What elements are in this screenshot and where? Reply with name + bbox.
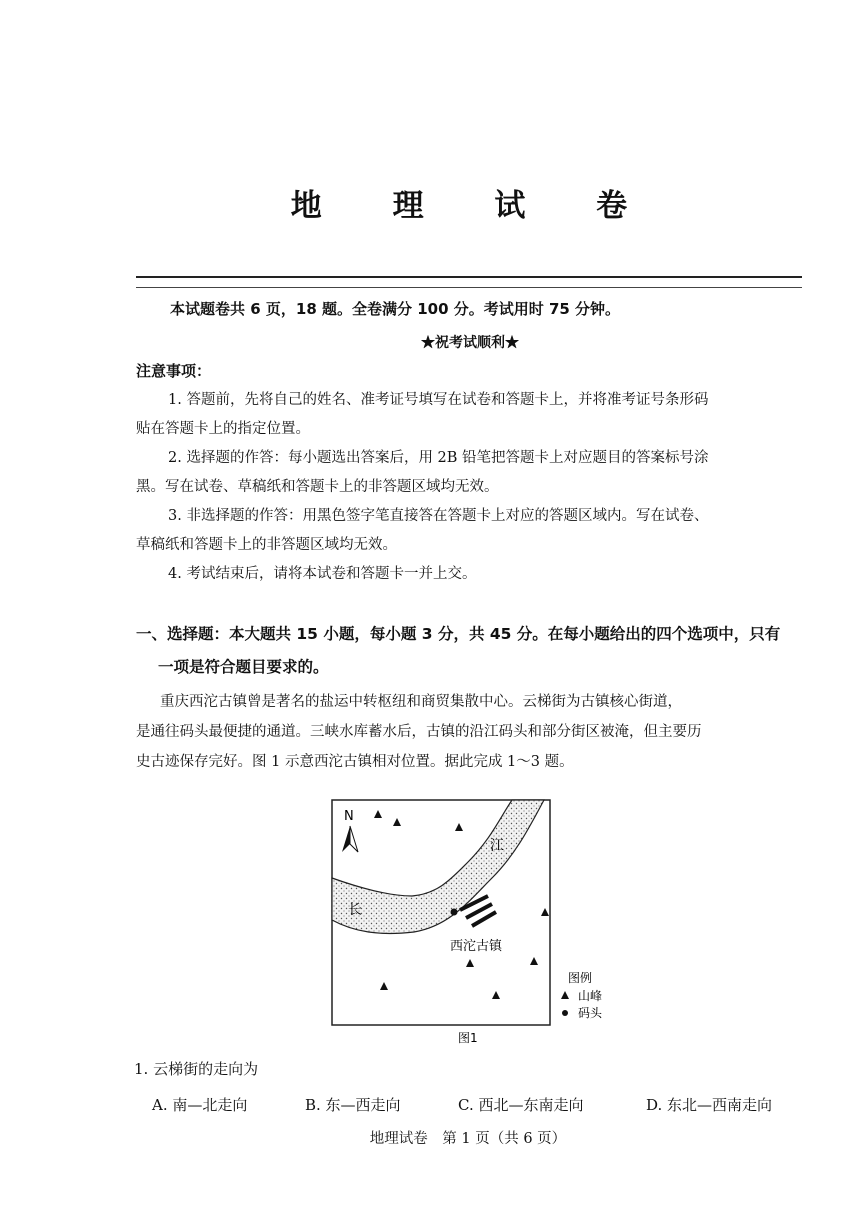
section-1-line-1: 一、选择题：本大题共 15 小题，每小题 3 分，共 45 分。在每小题给出的四个选项中，只有 [136, 625, 781, 643]
question-1-option-c: C. 西北—东南走向 [458, 1096, 584, 1114]
section-1-line-2: 一项是符合题目要求的。 [158, 658, 329, 676]
question-1-option-b: B. 东—西走向 [305, 1096, 401, 1114]
exam-summary: 本试题卷共 6 页，18 题。全卷满分 100 分。考试用时 75 分钟。 [170, 300, 621, 318]
town-label: 西沱古镇 [450, 939, 503, 954]
figure-caption: 图1 [458, 1031, 478, 1045]
header-rule-thick [136, 276, 802, 278]
question-1-option-a: A. 南—北走向 [152, 1096, 248, 1114]
notice-heading: 注意事项： [136, 362, 212, 380]
page-footer: 地理试卷 第 1 页（共 6 页） [369, 1131, 567, 1147]
question-1-stem: 1. 云梯街的走向为 [134, 1060, 259, 1078]
notice-item-3-line-1: 3. 非选择题的作答：用黑色签字笔直接答在答题卡上对应的答题区域内。写在试卷、 [168, 508, 709, 524]
legend-dock-icon [562, 1010, 568, 1016]
notice-item-4-line-1: 4. 考试结束后，请将本试卷和答题卡一并上交。 [168, 566, 477, 582]
river-char-chang: 长 [348, 902, 362, 918]
passage-line-3: 史古迹保存完好。图 1 示意西沱古镇相对位置。据此完成 1～3 题。 [136, 754, 574, 770]
good-luck-line: ★祝考试顺利★ [421, 335, 519, 351]
legend-dock-label: 码头 [578, 1006, 603, 1020]
section-1-heading [136, 618, 808, 684]
river-char-jiang: 江 [490, 838, 504, 854]
passage-line-1: 重庆西沱古镇曾是著名的盐运中转枢纽和商贸集散中心。云梯街为古镇核心街道， [160, 694, 682, 710]
notice-item-1-line-2: 贴在答题卡上的指定位置。 [136, 421, 310, 437]
passage-line-2: 是通往码头最便捷的通道。三峡水库蓄水后，古镇的沿江码头和部分街区被淹，但主要历 [136, 724, 702, 740]
dock-icon [451, 909, 458, 916]
north-label: N [344, 809, 354, 824]
question-1-option-d: D. 东北—西南走向 [646, 1096, 773, 1114]
legend-peak-label: 山峰 [578, 989, 603, 1003]
figure-1-map [320, 792, 650, 1052]
legend-title: 图例 [568, 971, 593, 985]
header-rule-thin [136, 287, 802, 288]
legend-peak-icon [561, 991, 569, 999]
notice-item-2-line-1: 2. 选择题的作答：每小题选出答案后，用 2B 铅笔把答题卡上对应题目的答案标号涂 [168, 450, 709, 466]
notice-item-1-line-1: 1. 答题前，先将自己的姓名、准考证号填写在试卷和答题卡上，并将准考证号条形码 [168, 392, 709, 408]
notice-item-3-line-2: 草稿纸和答题卡上的非答题区域均无效。 [136, 537, 397, 553]
notice-item-2-line-2: 黑。写在试卷、草稿纸和答题卡上的非答题区域均无效。 [136, 479, 499, 495]
page-title: 地 理 试 卷 [290, 188, 658, 224]
